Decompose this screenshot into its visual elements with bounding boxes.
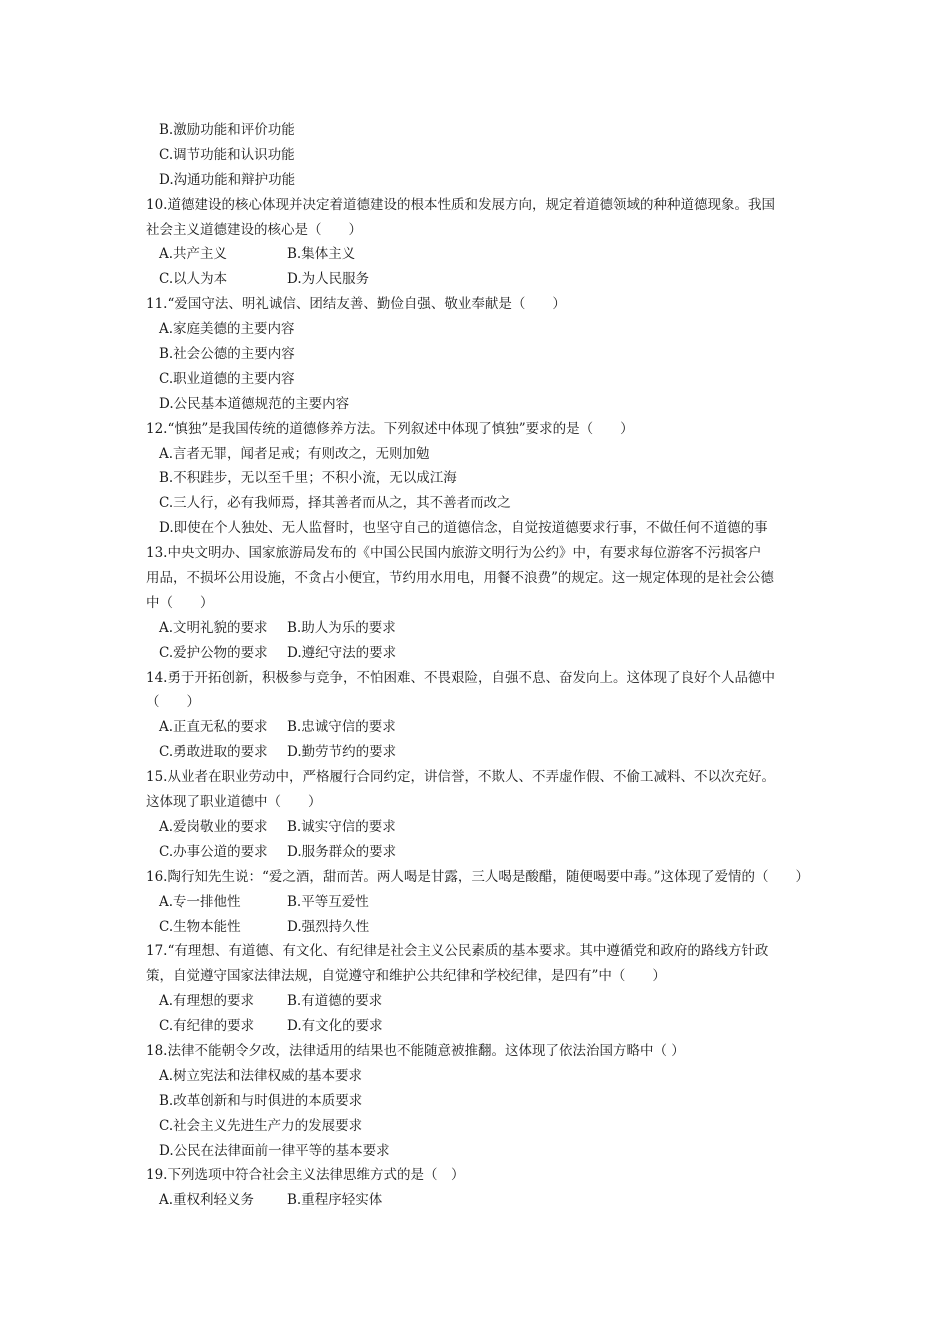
option-row-q13-1 <box>0 616 950 641</box>
question-19-line-1: 19.下列选项中符合社会主义法律思维方式的是（ ） <box>146 1167 465 1184</box>
option-q15-b: B.诚实守信的要求 <box>287 818 396 835</box>
option-row-q13-2 <box>0 641 950 666</box>
option-q13-a: A.文明礼貌的要求 <box>159 619 268 636</box>
question-17-line-1: 17.“有理想、有道德、有文化、有纪律是社会主义公民素质的基本要求。其中遵循党和政府的路线方针政 <box>146 943 769 960</box>
option-q13-c: C.爱护公物的要求 <box>159 644 268 661</box>
option-q14-b: B.忠诚守信的要求 <box>287 719 396 736</box>
question-16-line-1: 16.陶行知先生说：“爱之酒，甜而苦。两人喝是甘露，三人喝是酸醋，随便喝要中毒。”这体现了爱情的（ ） <box>146 868 810 885</box>
option-q16-d: D.强烈持久性 <box>287 918 370 935</box>
question-13-line-2: 用品，不损坏公用设施，不贪占小便宜，节约用水用电，用餐不浪费”的规定。这一规定体现的是社会公德 <box>146 570 774 587</box>
option-q17-d: D.有文化的要求 <box>287 1018 383 1035</box>
option-q18-d: D.公民在法律面前一律平等的基本要求 <box>159 1142 390 1159</box>
option-row-q17-2 <box>0 1014 950 1039</box>
option-q17-b: B.有道德的要求 <box>287 993 383 1010</box>
option-q11-a: A.家庭美德的主要内容 <box>159 321 295 338</box>
question-13-line-3: 中（ ） <box>146 594 214 611</box>
option-q15-c: C.办事公道的要求 <box>159 843 268 860</box>
option-q12-c: C.三人行，必有我师焉，择其善者而从之，其不善者而改之 <box>159 495 511 512</box>
option-q10-c: C.以人为本 <box>159 271 228 288</box>
option-q16-c: C.生物本能性 <box>159 918 241 935</box>
option-q11-d: D.公民基本道德规范的主要内容 <box>159 395 350 412</box>
question-10-line-1: 10.道德建设的核心体现并决定着道德建设的根本性质和发展方向，规定着道德领域的种种道德现象。我国 <box>146 196 775 213</box>
option-q9-d: D.沟通功能和辩护功能 <box>159 171 296 188</box>
option-row-q14-2 <box>0 740 950 765</box>
question-14-line-1: 14.勇于开拓创新，积极参与竞争，不怕困难、不畏艰险，自强不息、奋发向上。这体现了良好个人品德中 <box>146 669 775 686</box>
question-10-line-2: 社会主义道德建设的核心是（ ） <box>146 221 362 238</box>
option-row-q10-1 <box>0 242 950 267</box>
option-row-q16-2 <box>0 915 950 940</box>
option-q17-c: C.有纪律的要求 <box>159 1018 255 1035</box>
option-q10-a: A.共产主义 <box>159 246 228 263</box>
exam-page <box>0 118 950 1213</box>
question-18-line-1: 18.法律不能朝令夕改，法律适用的结果也不能随意被推翻。这体现了依法治国方略中（ ） <box>146 1042 685 1059</box>
option-q18-b: B.改革创新和与时俱进的本质要求 <box>159 1092 363 1109</box>
option-q15-a: A.爱岗敬业的要求 <box>159 818 268 835</box>
question-12-line-1: 12.“慎独”是我国传统的道德修养方法。下列叙述中体现了慎独”要求的是（ ） <box>146 420 634 437</box>
option-q15-d: D.服务群众的要求 <box>287 843 397 860</box>
question-14-line-2: （ ） <box>146 694 200 711</box>
option-q10-b: B.集体主义 <box>287 246 356 263</box>
option-q12-b: B.不积跬步，无以至千里；不积小流，无以成江海 <box>159 470 457 487</box>
question-15-line-2: 这体现了职业道德中（ ） <box>146 794 322 811</box>
question-17-line-2: 策，自觉遵守国家法律法规，自觉遵守和维护公共纪律和学校纪律，是四有”中（ ） <box>146 968 666 985</box>
question-13-line-1: 13.中央文明办、国家旅游局发布的《中国公民国内旅游文明行为公约》中，有要求每位游客不污损客户 <box>146 545 762 562</box>
option-row-q17-1 <box>0 989 950 1014</box>
option-q13-b: B.助人为乐的要求 <box>287 619 396 636</box>
option-q11-b: B.社会公德的主要内容 <box>159 346 295 363</box>
option-q18-a: A.树立宪法和法律权威的基本要求 <box>159 1067 363 1084</box>
option-q9-c: C.调节功能和认识功能 <box>159 146 295 163</box>
option-row-q14-1 <box>0 715 950 740</box>
option-row-q10-2 <box>0 267 950 292</box>
option-q11-c: C.职业道德的主要内容 <box>159 370 295 387</box>
option-row-q16-1 <box>0 890 950 915</box>
option-q9-b: B.激励功能和评价功能 <box>159 122 295 138</box>
option-q13-d: D.遵纪守法的要求 <box>287 644 397 661</box>
option-q14-c: C.勇敢进取的要求 <box>159 744 268 761</box>
option-q19-b: B.重程序轻实体 <box>287 1192 383 1209</box>
option-q14-a: A.正直无私的要求 <box>159 719 268 736</box>
option-q12-d: D.即使在个人独处、无人监督时，也坚守自己的道德信念，自觉按道德要求行事，不做任何不道德的事 <box>159 520 768 537</box>
question-15-line-1: 15.从业者在职业劳动中，严格履行合同约定，讲信誉，不欺人、不弄虚作假、不偷工减料、不以次充好。 <box>146 769 775 786</box>
option-q12-a: A.言者无罪，闻者足戒；有则改之，无则加勉 <box>159 445 430 462</box>
option-q14-d: D.勤劳节约的要求 <box>287 744 397 761</box>
option-row-q15-2 <box>0 840 950 865</box>
option-q10-d: D.为人民服务 <box>287 271 370 288</box>
option-row-q15-1 <box>0 815 950 840</box>
option-q18-c: C.社会主义先进生产力的发展要求 <box>159 1117 363 1134</box>
option-q19-a: A.重权利轻义务 <box>159 1192 255 1209</box>
option-q17-a: A.有理想的要求 <box>159 993 255 1010</box>
question-11-line-1: 11.“爱国守法、明礼诚信、团结友善、勤俭自强、敬业奉献是（ ） <box>146 296 566 313</box>
option-q16-a: A.专一排他性 <box>159 893 241 910</box>
option-q16-b: B.平等互爱性 <box>287 893 369 910</box>
option-row-q19-1 <box>0 1188 950 1213</box>
